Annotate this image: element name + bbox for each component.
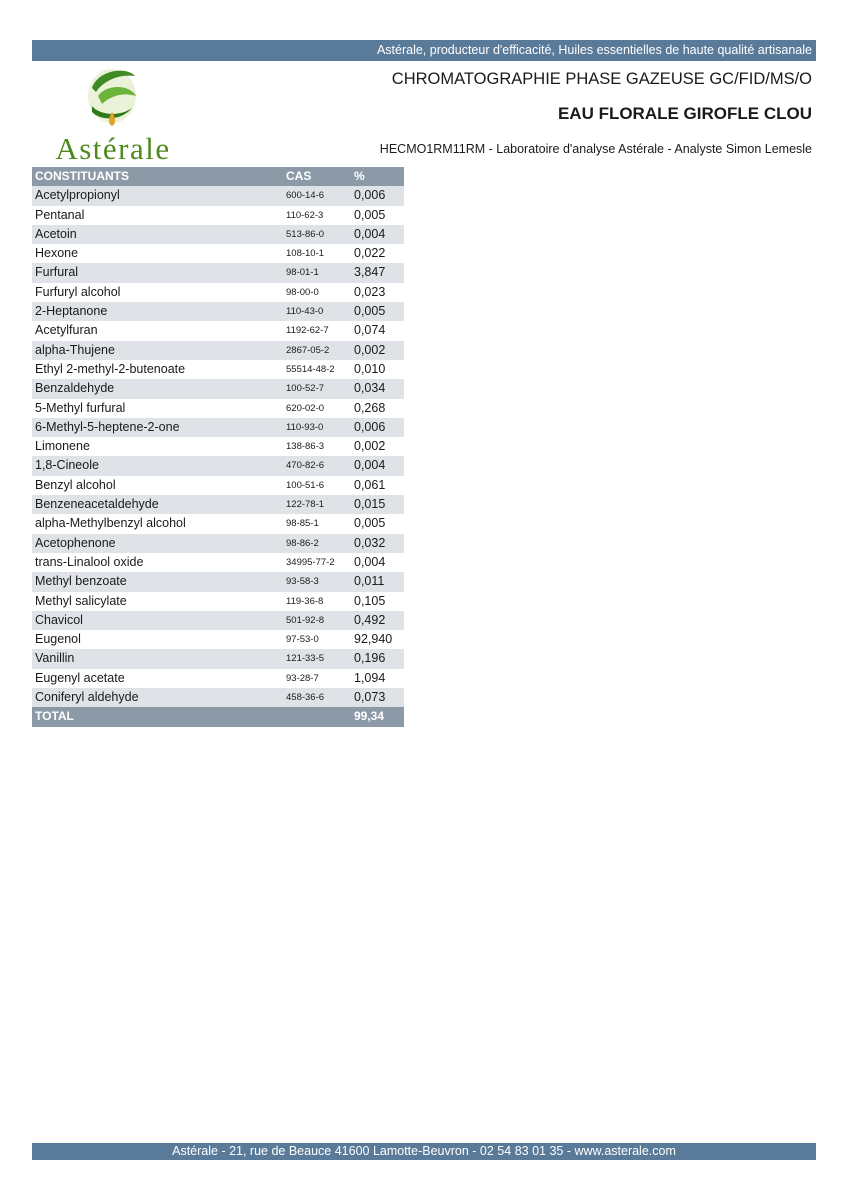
cas-number: 501-92-8: [283, 611, 351, 630]
column-header-cas: CAS: [283, 167, 351, 186]
leaf-drop-icon: [36, 66, 190, 132]
constituent-name: Acetylfuran: [32, 321, 283, 340]
constituent-name: Pentanal: [32, 206, 283, 225]
percent-value: 0,006: [351, 186, 404, 205]
product-name: EAU FLORALE GIROFLE CLOU: [557, 104, 812, 123]
cas-number: 119-36-8: [283, 592, 351, 611]
table-row: [32, 206, 404, 225]
cas-number: 110-62-3: [283, 206, 351, 225]
constituent-name: Methyl salicylate: [32, 592, 283, 611]
total-cas: [283, 707, 351, 726]
constituent-name: Acetophenone: [32, 534, 283, 553]
cas-number: 93-58-3: [283, 572, 351, 591]
total-row: [32, 707, 404, 726]
constituent-name: Eugenyl acetate: [32, 669, 283, 688]
percent-value: 0,022: [351, 244, 404, 263]
table-row: [32, 649, 404, 668]
percent-value: 0,005: [351, 206, 404, 225]
table-row: [32, 456, 404, 475]
percent-value: 0,492: [351, 611, 404, 630]
footer-banner: [32, 1143, 816, 1160]
percent-value: 0,061: [351, 476, 404, 495]
cas-number: 513-86-0: [283, 225, 351, 244]
constituent-name: 6-Methyl-5-heptene-2-one: [32, 418, 283, 437]
cas-number: 97-53-0: [283, 630, 351, 649]
constituents-table: [32, 167, 404, 727]
constituent-name: Benzaldehyde: [32, 379, 283, 398]
cas-number: 98-01-1: [283, 263, 351, 282]
cas-number: 108-10-1: [283, 244, 351, 263]
constituent-name: Benzyl alcohol: [32, 476, 283, 495]
cas-number: 620-02-0: [283, 399, 351, 418]
cas-number: 470-82-6: [283, 456, 351, 475]
page-title: CHROMATOGRAPHIE PHASE GAZEUSE GC/FID/MS/O: [391, 70, 812, 88]
constituent-name: alpha-Thujene: [32, 341, 283, 360]
constituent-name: Coniferyl aldehyde: [32, 688, 283, 707]
asterale-logo: [36, 66, 190, 166]
table-row: [32, 341, 404, 360]
percent-value: 0,004: [351, 553, 404, 572]
percent-value: 0,011: [351, 572, 404, 591]
table-row: [32, 399, 404, 418]
percent-value: 0,015: [351, 495, 404, 514]
table-row: [32, 321, 404, 340]
table-row: [32, 688, 404, 707]
percent-value: 0,023: [351, 283, 404, 302]
constituent-name: alpha-Methylbenzyl alcohol: [32, 514, 283, 533]
constituent-name: Vanillin: [32, 649, 283, 668]
table-row: [32, 437, 404, 456]
percent-value: 0,032: [351, 534, 404, 553]
percent-value: 0,034: [351, 379, 404, 398]
constituent-name: Hexone: [32, 244, 283, 263]
table-row: [32, 360, 404, 379]
table-row: [32, 186, 404, 205]
cas-number: 100-51-6: [283, 476, 351, 495]
constituent-name: 5-Methyl furfural: [32, 399, 283, 418]
percent-value: 0,006: [351, 418, 404, 437]
cas-number: 2867-05-2: [283, 341, 351, 360]
constituent-name: 1,8-Cineole: [32, 456, 283, 475]
constituent-name: Methyl benzoate: [32, 572, 283, 591]
constituent-name: 2-Heptanone: [32, 302, 283, 321]
table-row: [32, 225, 404, 244]
table-row: [32, 418, 404, 437]
table-row: [32, 514, 404, 533]
column-header-constituents: CONSTITUANTS: [32, 167, 283, 186]
percent-value: 0,105: [351, 592, 404, 611]
constituent-name: Limonene: [32, 437, 283, 456]
constituent-name: Furfural: [32, 263, 283, 282]
cas-number: 600-14-6: [283, 186, 351, 205]
cas-number: 122-78-1: [283, 495, 351, 514]
table-row: [32, 263, 404, 282]
percent-value: 0,002: [351, 437, 404, 456]
constituent-name: Furfuryl alcohol: [32, 283, 283, 302]
banner-text: Astérale, producteur d'efficacité, Huiles essentielles de haute qualité artisanale: [376, 43, 812, 57]
percent-value: 1,094: [351, 669, 404, 688]
table-row: [32, 495, 404, 514]
percent-value: 0,005: [351, 302, 404, 321]
table-row: [32, 244, 404, 263]
cas-number: 110-93-0: [283, 418, 351, 437]
table-row: [32, 476, 404, 495]
table-row: [32, 611, 404, 630]
cas-number: 98-00-0: [283, 283, 351, 302]
table-header-row: [32, 167, 404, 186]
percent-value: 0,004: [351, 225, 404, 244]
table-row: [32, 630, 404, 649]
cas-number: 93-28-7: [283, 669, 351, 688]
table-row: [32, 283, 404, 302]
constituent-name: Ethyl 2-methyl-2-butenoate: [32, 360, 283, 379]
cas-number: 55514-48-2: [283, 360, 351, 379]
table-row: [32, 302, 404, 321]
constituent-name: Eugenol: [32, 630, 283, 649]
percent-value: 0,196: [351, 649, 404, 668]
constituent-name: Acetoin: [32, 225, 283, 244]
cas-number: 458-36-6: [283, 688, 351, 707]
constituent-name: Chavicol: [32, 611, 283, 630]
cas-number: 138-86-3: [283, 437, 351, 456]
total-percent: 99,34: [351, 707, 404, 726]
lab-info: HECMO1RM11RM - Laboratoire d'analyse Astérale - Analyste Simon Lemesle: [379, 142, 812, 156]
constituent-name: Acetylpropionyl: [32, 186, 283, 205]
percent-value: 0,074: [351, 321, 404, 340]
percent-value: 0,005: [351, 514, 404, 533]
cas-number: 98-86-2: [283, 534, 351, 553]
percent-value: 0,002: [351, 341, 404, 360]
column-header-percent: %: [351, 167, 404, 186]
table-row: [32, 592, 404, 611]
cas-number: 100-52-7: [283, 379, 351, 398]
cas-number: 121-33-5: [283, 649, 351, 668]
percent-value: 0,268: [351, 399, 404, 418]
total-label: TOTAL: [32, 707, 283, 726]
table-row: [32, 379, 404, 398]
constituent-name: trans-Linalool oxide: [32, 553, 283, 572]
cas-number: 110-43-0: [283, 302, 351, 321]
percent-value: 0,073: [351, 688, 404, 707]
header-banner: [32, 40, 816, 61]
table-row: [32, 534, 404, 553]
cas-number: 98-85-1: [283, 514, 351, 533]
constituent-name: Benzeneacetaldehyde: [32, 495, 283, 514]
percent-value: 0,004: [351, 456, 404, 475]
logo-wordmark: Astérale: [55, 131, 171, 166]
cas-number: 34995-77-2: [283, 553, 351, 572]
percent-value: 0,010: [351, 360, 404, 379]
table-row: [32, 669, 404, 688]
percent-value: 3,847: [351, 263, 404, 282]
percent-value: 92,940: [351, 630, 404, 649]
cas-number: 1192-62-7: [283, 321, 351, 340]
table-row: [32, 553, 404, 572]
table-row: [32, 572, 404, 591]
footer-address: Astérale - 21, rue de Beauce 41600 Lamotte-Beuvron - 02 54 83 01 35 - www.asterale.com: [172, 1144, 676, 1158]
